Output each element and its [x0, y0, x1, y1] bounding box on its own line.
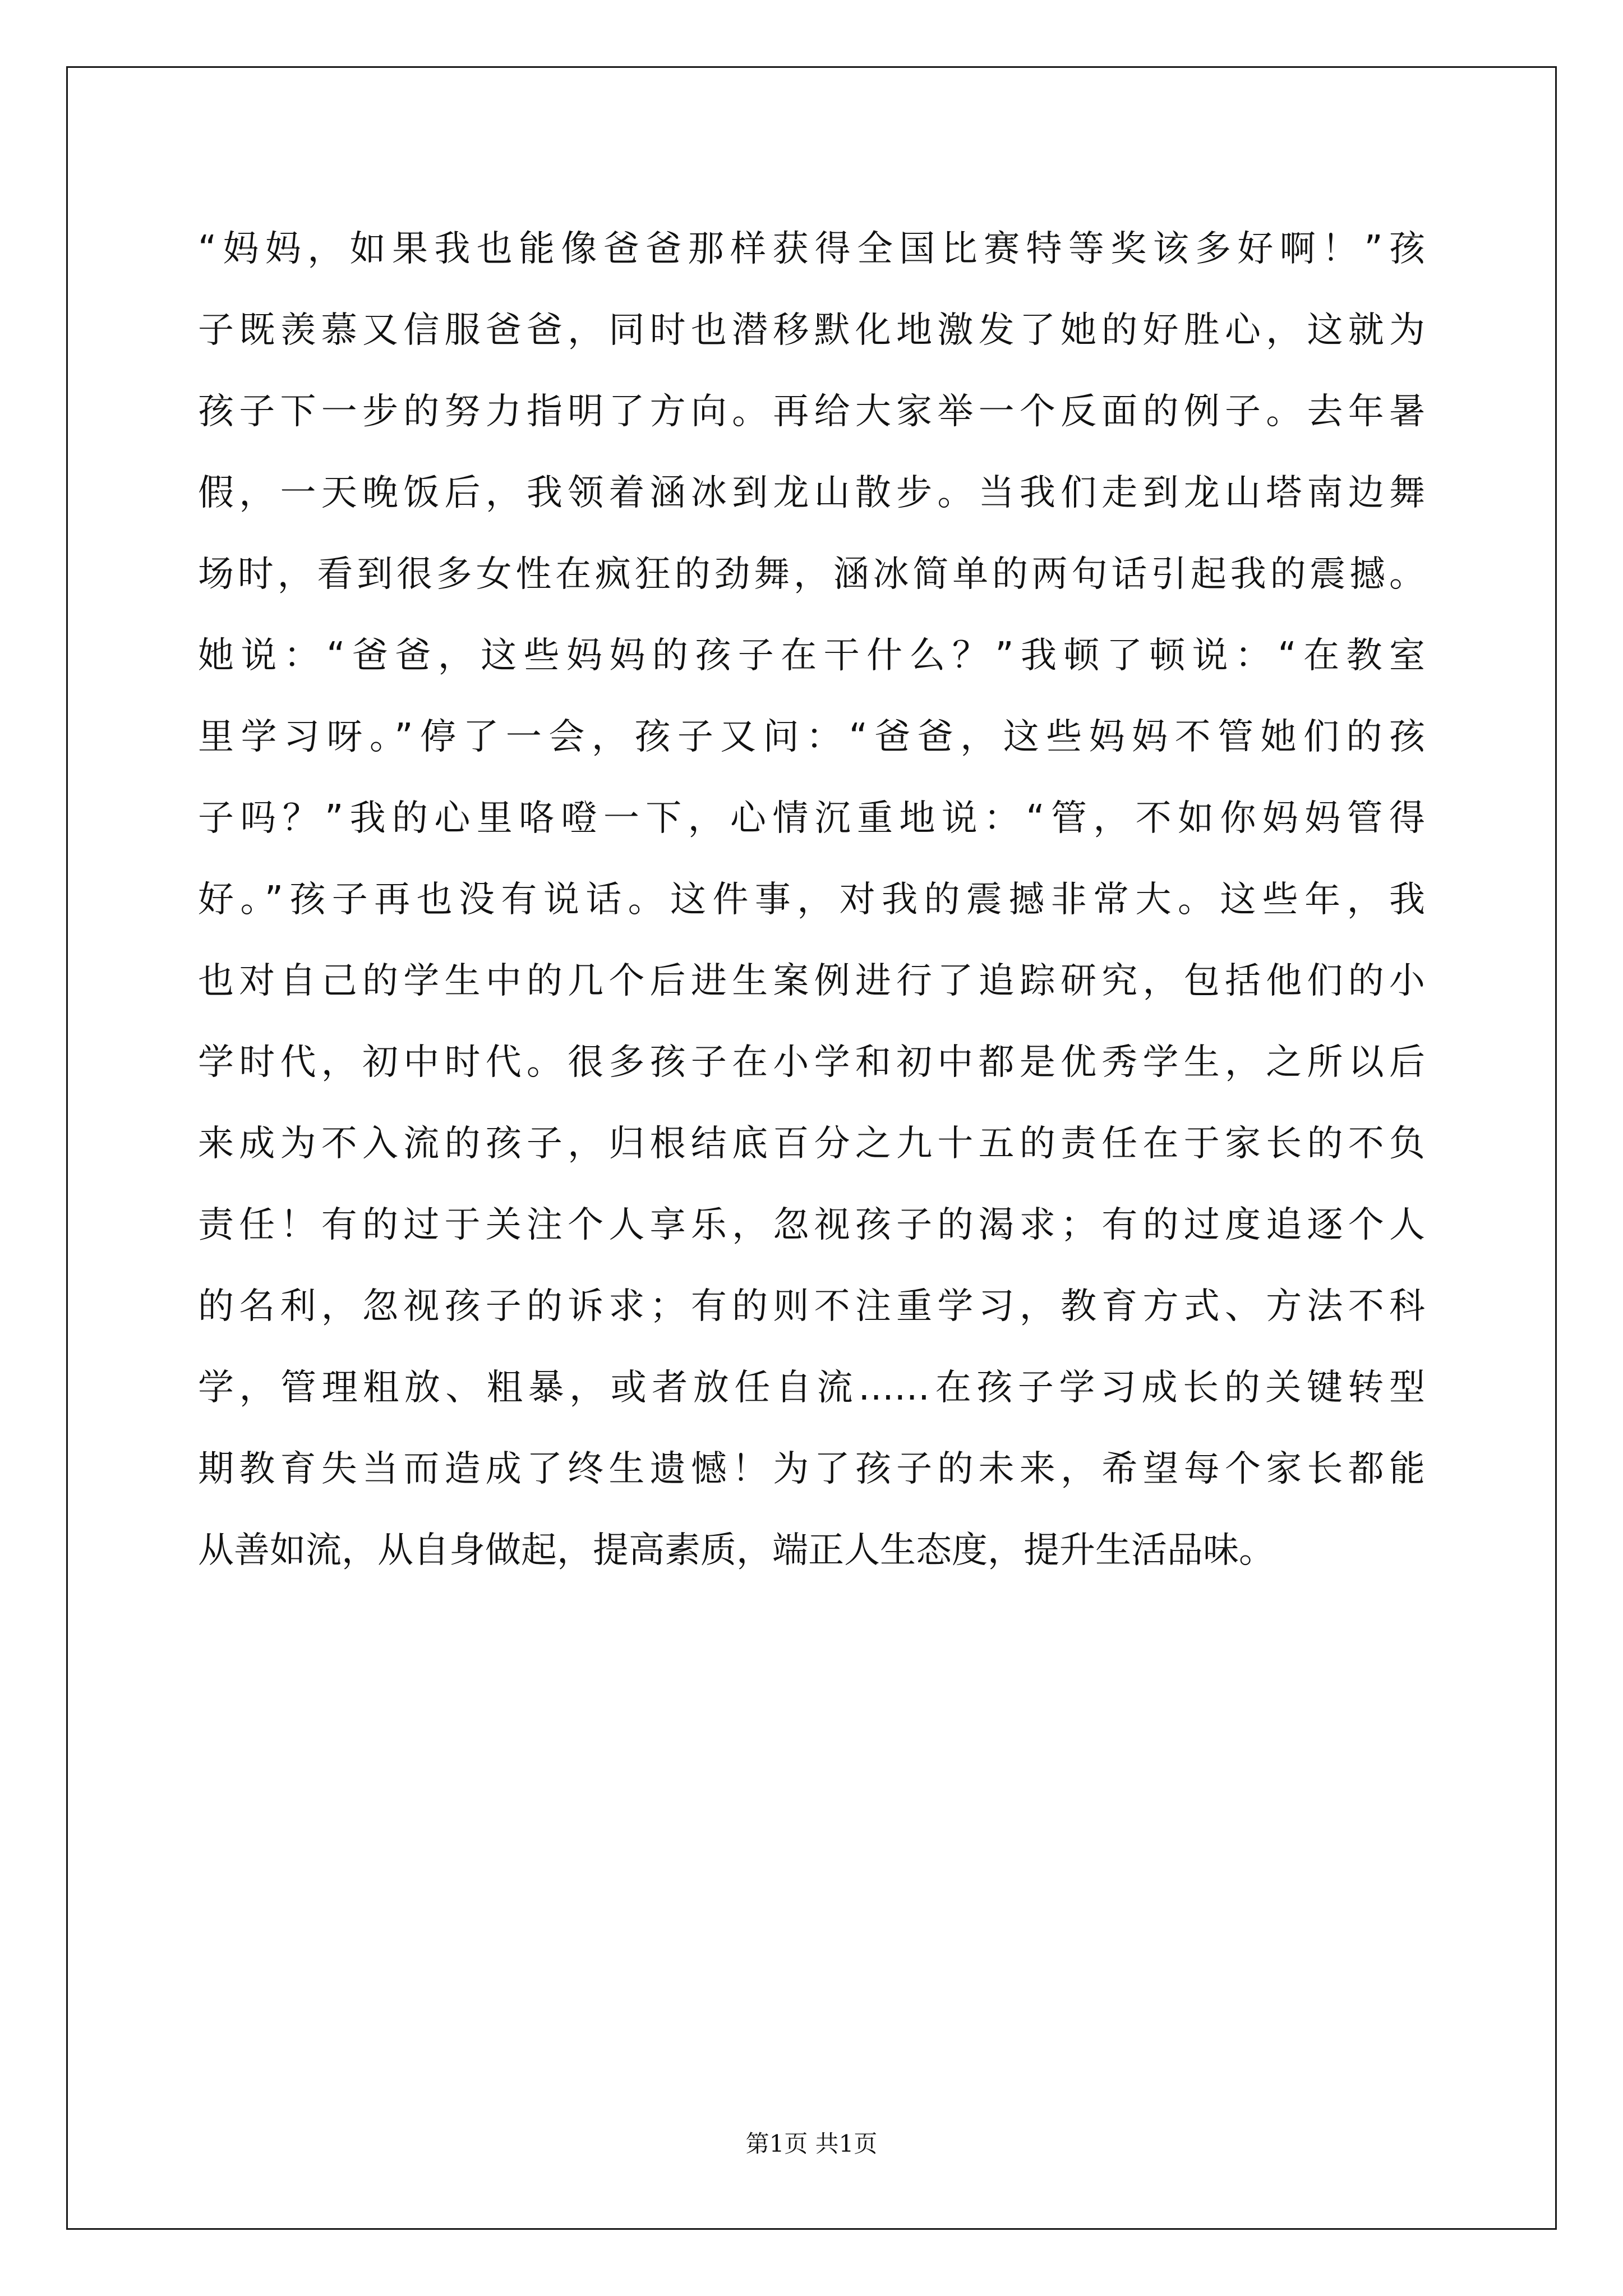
text-line: 子吗？”我的心里咯噔一下，心情沉重地说：“管，不如你妈妈管得	[198, 798, 1425, 839]
text-line: 孩子下一步的努力指明了方向。再给大家举一个反面的例子。去年暑	[198, 391, 1425, 432]
body-text	[198, 209, 1425, 1591]
text-line: 子既羡慕又信服爸爸，同时也潜移默化地激发了她的好胜心，这就为	[198, 310, 1425, 351]
text-line: 期教育失当而造成了终生遗憾！为了孩子的未来，希望每个家长都能	[198, 1448, 1425, 1490]
text-line: 学时代，初中时代。很多孩子在小学和初中都是优秀学生，之所以后	[198, 1042, 1425, 1083]
text-line: 场时，看到很多女性在疯狂的劲舞，涵冰简单的两句话引起我的震撼。	[198, 554, 1425, 595]
text-line: 假，一天晚饭后，我领着涵冰到龙山散步。当我们走到龙山塔南边舞	[198, 472, 1425, 514]
text-line: “妈妈，如果我也能像爸爸那样获得全国比赛特等奖该多好啊！”孩	[198, 228, 1425, 270]
text-line: 也对自己的学生中的几个后进生案例进行了追踪研究，包括他们的小	[198, 960, 1425, 1002]
text-line: 责任！有的过于关注个人享乐，忽视孩子的渴求；有的过度追逐个人	[198, 1204, 1425, 1246]
text-line: 里学习呀。”停了一会，孩子又问：“爸爸，这些妈妈不管她们的孩	[198, 716, 1425, 758]
text-line: 的名利，忽视孩子的诉求；有的则不注重学习，教育方式、方法不科	[198, 1286, 1425, 1327]
page-footer: 第1页 共1页	[745, 2130, 878, 2157]
text-line: 好。”孩子再也没有说话。这件事，对我的震撼非常大。这些年，我	[198, 879, 1425, 921]
text-line: 来成为不入流的孩子，归根结底百分之九十五的责任在于家长的不负	[198, 1123, 1425, 1165]
text-line: 学，管理粗放、粗暴，或者放任自流……在孩子学习成长的关键转型	[198, 1367, 1425, 1409]
text-line: 她说：“爸爸，这些妈妈的孩子在干什么？”我顿了顿说：“在教室	[198, 635, 1425, 677]
text-line: 从善如流，从自身做起，提高素质，端正人生态度，提升生活品味。	[198, 1530, 1275, 1571]
